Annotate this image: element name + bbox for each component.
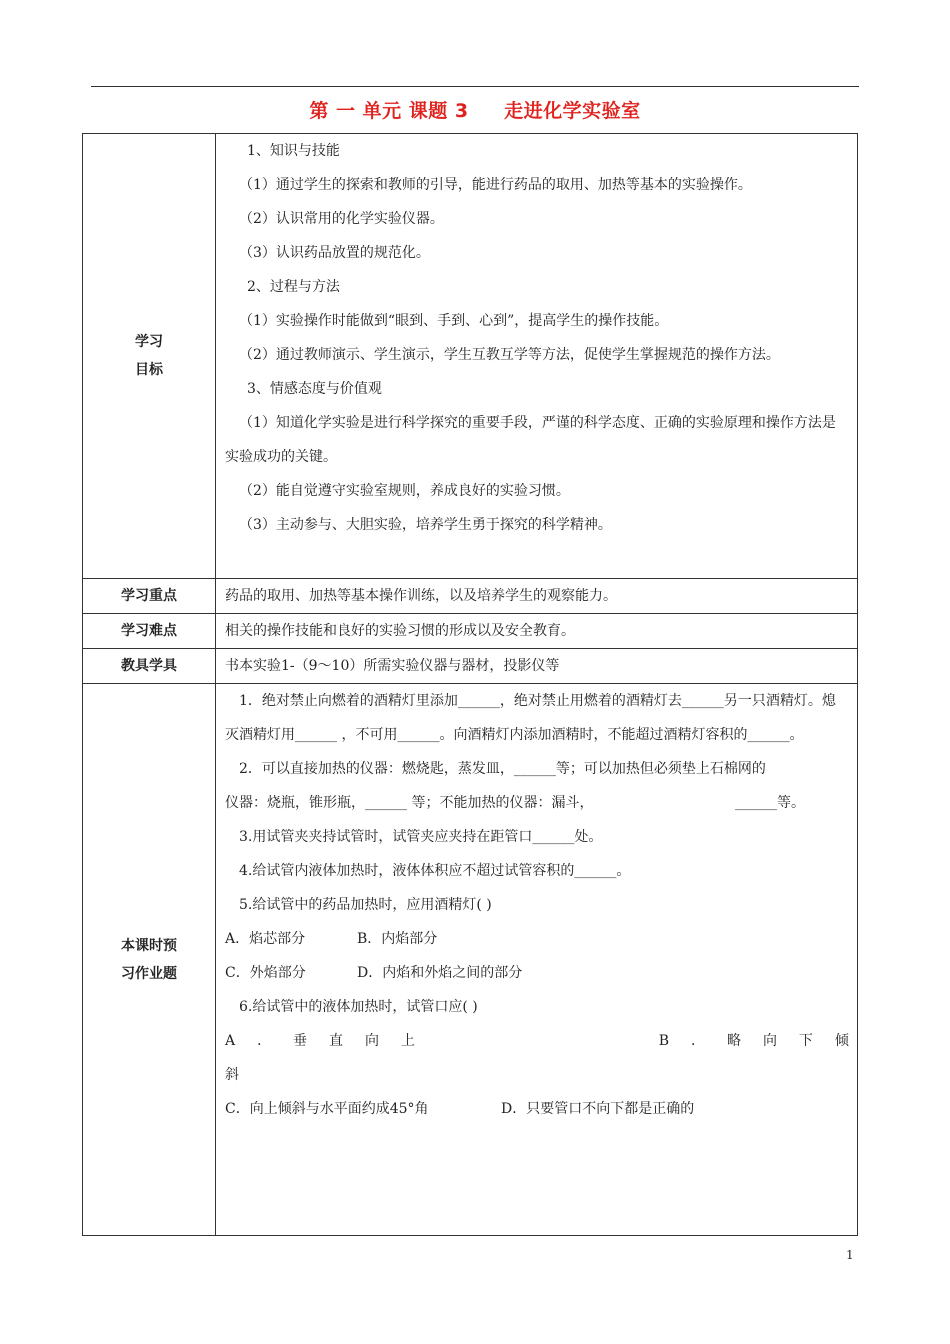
lesson-table: [82, 133, 858, 1236]
goals-label-line1: 学习: [135, 334, 163, 350]
goal-line: （1）实验操作时能做到“眼到、手到、心到”，提高学生的操作技能。: [239, 313, 669, 329]
question-6: 6.给试管中的液体加热时，试管口应( ): [239, 999, 478, 1015]
goal-line: （3）主动参与、大胆实验，培养学生勇于探究的科学精神。: [239, 517, 612, 533]
homework-label-line2: 习作业题: [121, 965, 177, 982]
question-1: 1．绝对禁止向燃着的酒精灯里添加______，绝对禁止用燃着的酒精灯去______另一只酒精灯。熄灭酒精灯用______ ，不可用______。向酒精灯内添加酒精时，不能超过酒精灯容积的______。: [225, 693, 836, 743]
goal-line: （2）认识常用的化学实验仪器。: [239, 211, 444, 227]
q5-option-d: D．内焰和外焰之间的部分: [357, 965, 523, 981]
goal-line: 2、过程与方法: [247, 279, 340, 295]
q6-option-c: C．向上倾斜与水平面约成45°角: [225, 1101, 429, 1117]
q6-option-a-char: 向: [364, 1033, 379, 1049]
q6-option-a-char: 直: [328, 1033, 343, 1049]
question-2-left: 仪器：烧瓶，锥形瓶，______ 等；不能加热的仪器：漏斗，: [225, 795, 594, 811]
question-6-options-ab: [225, 1024, 849, 1058]
question-2-cont: [225, 786, 849, 820]
q5-option-b: B．内焰部分: [357, 931, 438, 947]
page-title: 第 一 单元 课题 3 走进化学实验室: [309, 100, 641, 122]
goal-line: 1、知识与技能: [247, 143, 340, 159]
difficulty-content: [216, 614, 858, 649]
goals-label: [83, 134, 216, 579]
q5-option-c: C．外焰部分: [225, 965, 306, 981]
tools-row: [83, 649, 858, 684]
q6-option-b-char: 下: [798, 1033, 813, 1049]
homework-content: [216, 684, 858, 1236]
question-3: 3.用试管夹夹持试管时，试管夹应夹持在距管口______处。: [239, 829, 603, 845]
question-6-options-cd: [225, 1092, 849, 1126]
goals-label-line2: 目标: [135, 362, 163, 378]
q6-option-a-char: ．: [257, 1033, 272, 1049]
homework-row: [83, 684, 858, 1236]
difficulty-row: [83, 614, 858, 649]
goal-line: 3、情感态度与价值观: [247, 381, 382, 397]
q6-option-b-char: 向: [762, 1033, 777, 1049]
focus-row: [83, 579, 858, 614]
question-4: 4.给试管内液体加热时，液体体积应不超过试管容积的______。: [239, 863, 631, 879]
q6-option-b-char: ．: [691, 1033, 706, 1049]
homework-label: [83, 684, 216, 1236]
goal-line: （3）认识药品放置的规范化。: [239, 245, 430, 261]
focus-label: 学习重点: [83, 579, 216, 614]
q6-option-a-char: A: [225, 1033, 236, 1049]
goals-content: [216, 134, 858, 579]
q6-option-a-char: 垂: [293, 1033, 308, 1049]
homework-label-line1: 本课时预: [121, 937, 177, 954]
spacer: [437, 1024, 637, 1058]
question-5-options-ab: [225, 922, 849, 956]
goals-row: [83, 134, 858, 579]
q6-option-b-char: B: [658, 1033, 670, 1049]
header-rule: [91, 86, 859, 87]
question-2: 2．可以直接加热的仪器：燃烧匙，蒸发皿，______等；可以加热但必须垫上石棉网的: [239, 761, 766, 777]
difficulty-label: 学习难点: [83, 614, 216, 649]
goal-line: （1）通过学生的探索和教师的引导，能进行药品的取用、加热等基本的实验操作。: [239, 177, 752, 193]
q6-option-d: D．只要管口不向下都是正确的: [501, 1101, 695, 1117]
goal-line: （1）知道化学实验是进行科学探究的重要手段，严谨的科学态度、正确的实验原理和操作方法是实验成功的关键。: [225, 415, 836, 465]
q6-option-a-char: 上: [400, 1033, 415, 1049]
q6-option-b-char: 略: [727, 1033, 741, 1049]
goal-line: （2）能自觉遵守实验室规则，养成良好的实验习惯。: [239, 483, 570, 499]
tools-label: 教具学具: [83, 649, 216, 684]
question-5: 5.给试管中的药品加热时，应用酒精灯( ): [239, 897, 492, 913]
tools-text: 书本实验1-（9～10）所需实验仪器与器材，投影仪等: [225, 658, 560, 674]
question-2-right: ______等。: [735, 795, 805, 811]
q5-option-a: A．焰芯部分: [225, 931, 306, 947]
focus-content: [216, 579, 858, 614]
goal-line: （2）通过教师演示、学生演示，学生互教互学等方法，促使学生掌握规范的操作方法。: [239, 347, 780, 363]
difficulty-text: 相关的操作技能和良好的实验习惯的形成以及安全教育。: [225, 623, 575, 639]
q6-option-b-char: 倾: [834, 1033, 849, 1049]
question-5-options-cd: [225, 956, 849, 990]
page-number: 1: [846, 1248, 854, 1262]
tools-content: [216, 649, 858, 684]
q6-option-b-tail: 斜: [225, 1067, 239, 1083]
focus-text: 药品的取用、加热等基本操作训练，以及培养学生的观察能力。: [225, 588, 617, 604]
